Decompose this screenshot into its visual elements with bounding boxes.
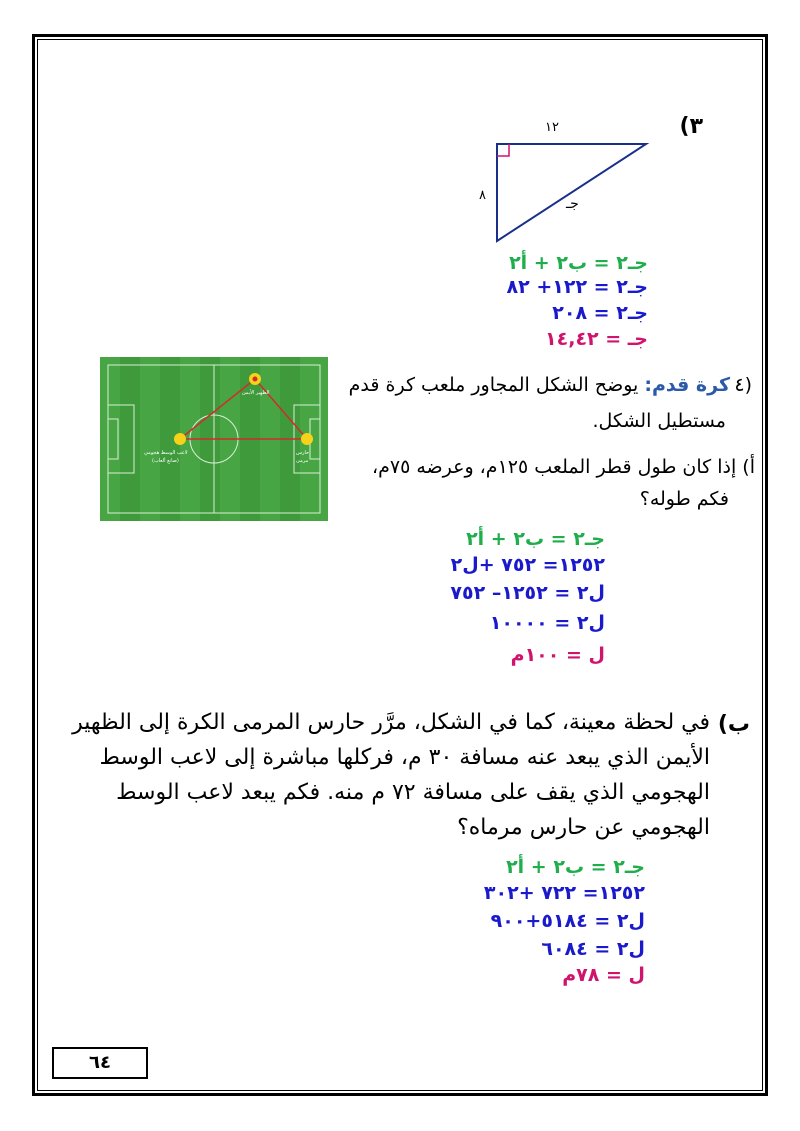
- q4b-line-1: جـ٢ = ب٢ + أ٢: [506, 856, 645, 878]
- q4-part-b-label: ب): [717, 712, 750, 737]
- q4-intro-text: يوضح الشكل المجاور ملعب كرة قدم: [348, 374, 639, 396]
- triangle-hyp-label: جـ: [566, 196, 579, 212]
- q4b-line-2: ١٢٥٢= ٧٢٢ +٣٠٢: [483, 882, 645, 904]
- q3-line-2: جـ٢ = ١٢٢+ ٨٢: [506, 276, 648, 298]
- midfielder-player: [174, 433, 186, 445]
- q4-part-a-line-2: فكم طوله؟: [639, 488, 729, 510]
- field-label-right-1: حارس: [296, 450, 310, 456]
- q4-title: كرة قدم:: [644, 374, 730, 396]
- q4-part-b-line-1: في لحظة معينة، كما في الشكل، مرَّر حارس المرمى الكرة إلى الظهير: [72, 710, 710, 735]
- q3-number: (٣: [679, 114, 703, 139]
- q4a-line-4: ل٢ = ١٠٠٠٠: [489, 612, 605, 634]
- q4-number: [734, 374, 752, 396]
- q4-intro-line-1: [349, 374, 730, 396]
- page-number-box: ٦٤: [52, 1047, 148, 1079]
- q4-part-b-line-3: الهجومي الذي يقف على مسافة ٧٢ م منه. فكم يبعد لاعب الوسط: [116, 780, 710, 805]
- q4-part-b-line-2: الأيمن الذي يبعد عنه مسافة ٣٠ م، فركلها مباشرة إلى لاعب الوسط: [99, 745, 710, 770]
- triangle-top-label: ١٢: [545, 120, 559, 135]
- field-label-top: الظهير الأيمن: [242, 390, 270, 396]
- q4-intro-line-2: مستطيل الشكل.: [592, 410, 726, 432]
- q4-number-text: ٤): [734, 374, 752, 396]
- q4a-line-3: ل٢ = ١٢٥٢– ٧٥٢: [450, 582, 605, 604]
- right-triangle-diagram: [470, 110, 660, 250]
- q4a-line-5: ل = ١٠٠م: [510, 644, 605, 666]
- q4b-line-5: ل = ٧٨م: [562, 964, 645, 986]
- right-angle-marker: [497, 144, 509, 156]
- q4b-line-3: ل٢ = ٥١٨٤+٩٠٠: [490, 910, 645, 932]
- q3-line-4: جـ = ١٤,٤٢: [545, 328, 648, 350]
- q4a-line-1: جـ٢ = ب٢ + أ٢: [466, 528, 605, 550]
- q3-line-3: جـ٢ = ٢٠٨: [552, 302, 648, 324]
- field-label-right-2: مرمى: [296, 458, 309, 464]
- field-label-left-1: لاعب الوسط هجومي: [144, 450, 188, 456]
- triangle-left-label: ٨: [479, 188, 486, 203]
- triangle-shape: [497, 144, 646, 241]
- football-field-svg: [100, 357, 328, 521]
- field-label-left-2: (صانع ألعاب): [152, 458, 179, 464]
- q4-part-a-line-1: أ) إذا كان طول قطر الملعب ١٢٥م، وعرضه ٧٥م،: [371, 456, 755, 478]
- q4-part-b-line-4: الهجومي عن حارس مرماه؟: [457, 815, 710, 840]
- q4a-line-2: ١٢٥٢= ٧٥٢ +ل٢: [450, 554, 605, 576]
- q4b-line-4: ل٢ = ٦٠٨٤: [541, 938, 645, 960]
- goalkeeper-player: [301, 433, 313, 445]
- football-field-image: [100, 357, 328, 521]
- q3-line-1: جـ٢ = ب٢ + أ٢: [509, 252, 648, 274]
